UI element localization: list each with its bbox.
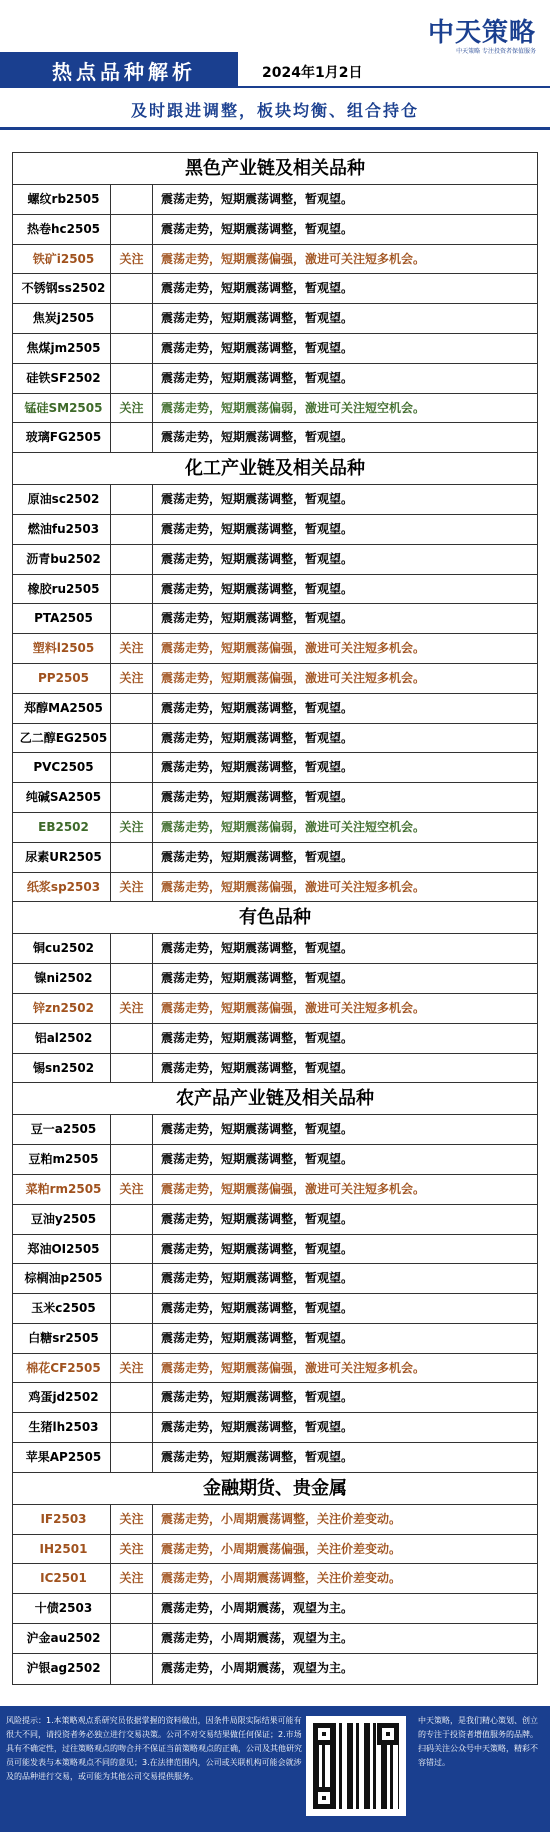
market-view: 震荡走势，短期震荡调整，暂观望。 (161, 1301, 354, 1316)
focus-tag (111, 843, 153, 872)
table-row (13, 1235, 537, 1265)
brand-logo (366, 8, 536, 54)
focus-tag: 关注 (111, 1535, 153, 1564)
section-header: 黑色产业链及相关品种 (13, 153, 537, 185)
table-row (13, 1505, 537, 1535)
table-row (13, 664, 537, 694)
table-row (13, 1024, 537, 1054)
market-view: 震荡走势，短期震荡调整，暂观望。 (161, 370, 354, 385)
market-view: 震荡走势，短期震荡调整，暂观望。 (161, 611, 354, 626)
contract-name: 锌zn2502 (13, 994, 111, 1023)
section-header: 农产品产业链及相关品种 (13, 1083, 537, 1115)
focus-tag (111, 1443, 153, 1472)
market-view: 震荡走势，短期震荡偏弱，激进可关注短空机会。 (161, 819, 426, 834)
logo-subtext: 中天策略 专注投资者保值服务 (456, 48, 536, 55)
market-view: 震荡走势，小周期震荡调整，关注价差变动。 (161, 1571, 402, 1586)
contract-name: 硅铁SF2502 (13, 364, 111, 393)
focus-tag (111, 545, 153, 574)
focus-tag (111, 1594, 153, 1623)
contract-name: 白糖sr2505 (13, 1324, 111, 1353)
market-view: 震荡走势，短期震荡调整，暂观望。 (161, 1122, 354, 1137)
contract-name: 热卷hc2505 (13, 215, 111, 244)
market-view: 震荡走势，短期震荡调整，暂观望。 (161, 551, 354, 566)
market-view: 震荡走势，短期震荡偏强，激进可关注短多机会。 (161, 1181, 426, 1196)
contract-name: 纸浆sp2503 (13, 873, 111, 902)
footer-brand-text: 中天策略，是我们精心策划、创立的专注于投资者增值服务的品牌。扫码关注公众号中天策略，精彩不容错过。 (418, 1716, 538, 1767)
contract-name: 不锈钢ss2502 (13, 274, 111, 303)
table-row (13, 1443, 537, 1473)
market-view: 震荡走势，短期震荡调整，暂观望。 (161, 1420, 354, 1435)
report-date: 2024年1月2日 (262, 65, 363, 81)
focus-tag: 关注 (111, 1354, 153, 1383)
table-row (13, 1264, 537, 1294)
contract-name: 铁矿i2505 (13, 245, 111, 274)
market-view: 震荡走势，小周期震荡，观望为主。 (161, 1601, 354, 1616)
focus-tag: 关注 (111, 873, 153, 902)
table-row (13, 575, 537, 605)
contract-name: 铝al2502 (13, 1024, 111, 1053)
focus-tag (111, 1264, 153, 1293)
focus-tag (111, 423, 153, 452)
analysis-table (12, 152, 538, 1685)
contract-name: 生猪lh2503 (13, 1413, 111, 1442)
focus-tag (111, 304, 153, 333)
table-row (13, 1324, 537, 1354)
market-view: 震荡走势，短期震荡调整，暂观望。 (161, 1211, 354, 1226)
contract-name: 苹果AP2505 (13, 1443, 111, 1472)
table-row (13, 783, 537, 813)
table-row (13, 1624, 537, 1654)
market-view: 震荡走势，短期震荡调整，暂观望。 (161, 1390, 354, 1405)
market-view: 震荡走势，短期震荡调整，暂观望。 (161, 581, 354, 596)
focus-tag (111, 334, 153, 363)
contract-name: 乙二醇EG2505 (13, 724, 111, 753)
contract-name: 郑醇MA2505 (13, 694, 111, 723)
table-row (13, 934, 537, 964)
contract-name: 豆油y2505 (13, 1205, 111, 1234)
table-row (13, 215, 537, 245)
market-view: 震荡走势，小周期震荡偏强，关注价差变动。 (161, 1541, 402, 1556)
table-row (13, 1413, 537, 1443)
focus-tag (111, 724, 153, 753)
market-view: 震荡走势，短期震荡调整，暂观望。 (161, 1030, 354, 1045)
focus-tag: 关注 (111, 634, 153, 663)
market-view: 震荡走势，短期震荡调整，暂观望。 (161, 941, 354, 956)
contract-name: PVC2505 (13, 753, 111, 782)
market-view: 震荡走势，短期震荡调整，暂观望。 (161, 849, 354, 864)
table-row (13, 1564, 537, 1594)
table-row (13, 515, 537, 545)
focus-tag: 关注 (111, 813, 153, 842)
market-view: 震荡走势，短期震荡调整，暂观望。 (161, 492, 354, 507)
market-view: 震荡走势，短期震荡偏强，激进可关注短多机会。 (161, 641, 426, 656)
market-view: 震荡走势，短期震荡调整，暂观望。 (161, 1060, 354, 1075)
market-view: 震荡走势，短期震荡调整，暂观望。 (161, 1271, 354, 1286)
focus-tag (111, 1145, 153, 1174)
market-view: 震荡走势，短期震荡偏强，激进可关注短多机会。 (161, 1360, 426, 1375)
table-row (13, 1654, 537, 1684)
logo-text: 中天策略 (427, 18, 536, 48)
focus-tag (111, 1024, 153, 1053)
market-view: 震荡走势，短期震荡调整，暂观望。 (161, 760, 354, 775)
page-title: 热点品种解析 (52, 60, 196, 84)
contract-name: 豆粕m2505 (13, 1145, 111, 1174)
focus-tag: 关注 (111, 1505, 153, 1534)
contract-name: 焦炭j2505 (13, 304, 111, 333)
focus-tag (111, 1324, 153, 1353)
market-view: 震荡走势，短期震荡调整，暂观望。 (161, 1330, 354, 1345)
market-view: 震荡走势，短期震荡调整，暂观望。 (161, 192, 354, 206)
table-row (13, 994, 537, 1024)
contract-name: 玻璃FG2505 (13, 423, 111, 452)
section-header: 化工产业链及相关品种 (13, 453, 537, 485)
market-view: 震荡走势，短期震荡偏强，激进可关注短多机会。 (161, 670, 426, 685)
contract-name: 原油sc2502 (13, 485, 111, 514)
table-row (13, 485, 537, 515)
focus-tag: 关注 (111, 394, 153, 423)
focus-tag (111, 1413, 153, 1442)
focus-tag: 关注 (111, 1564, 153, 1593)
table-row (13, 1054, 537, 1084)
focus-tag (111, 1205, 153, 1234)
contract-name: 锡sn2502 (13, 1054, 111, 1083)
contract-name: 豆一a2505 (13, 1115, 111, 1144)
focus-tag (111, 515, 153, 544)
contract-name: 十债2503 (13, 1594, 111, 1623)
qr-finder (377, 1723, 399, 1745)
market-view: 震荡走势，短期震荡调整，暂观望。 (161, 430, 354, 445)
contract-name: 棉花CF2505 (13, 1354, 111, 1383)
market-view: 震荡走势，短期震荡调整，暂观望。 (161, 1241, 354, 1256)
market-view: 震荡走势，小周期震荡调整，关注价差变动。 (161, 1511, 402, 1526)
subtitle-divider (0, 127, 550, 130)
table-row (13, 873, 537, 903)
table-row (13, 604, 537, 634)
table-row (13, 394, 537, 424)
risk-disclaimer: 风险提示：1.本策略观点系研究员依据掌握的资料做出，因条件局限实际结果可能有很大不同，请投资者务必独立进行交易决策。公司不对交易结果做任何保证；2.市场具有不确定性，过往策略观点的吻合并不保证当前策略观点的正确，公司及其他研究员可能发表与本策略观点不同的意见；3.在法律范围内，公司或关联机构可能会就涉及的品种进行交易，或可能为其他公司交易提供服务。 (6, 1716, 302, 1781)
header-divider (0, 86, 550, 88)
table-row (13, 245, 537, 275)
table-row (13, 364, 537, 394)
market-view: 震荡走势，短期震荡调整，暂观望。 (161, 700, 354, 715)
focus-tag: 关注 (111, 664, 153, 693)
contract-name: 沥青bu2502 (13, 545, 111, 574)
table-row (13, 545, 537, 575)
focus-tag (111, 1235, 153, 1264)
table-row (13, 334, 537, 364)
contract-name: IH2501 (13, 1535, 111, 1564)
market-view: 震荡走势，小周期震荡，观望为主。 (161, 1660, 354, 1675)
market-view: 震荡走势，短期震荡调整，暂观望。 (161, 281, 354, 296)
focus-tag (111, 364, 153, 393)
market-view: 震荡走势，短期震荡调整，暂观望。 (161, 311, 354, 326)
section-header: 有色品种 (13, 902, 537, 934)
market-view: 震荡走势，短期震荡调整，暂观望。 (161, 1152, 354, 1167)
contract-name: 铜cu2502 (13, 934, 111, 963)
contract-name: PTA2505 (13, 604, 111, 633)
page-subtitle: 及时跟进调整，板块均衡、组合持仓 (130, 101, 419, 120)
focus-tag: 关注 (111, 245, 153, 274)
table-row (13, 274, 537, 304)
table-row (13, 724, 537, 754)
market-view: 震荡走势，小周期震荡，观望为主。 (161, 1631, 354, 1646)
table-row (13, 1383, 537, 1413)
contract-name: 燃油fu2503 (13, 515, 111, 544)
focus-tag (111, 694, 153, 723)
focus-tag (111, 274, 153, 303)
market-view: 震荡走势，短期震荡偏强，激进可关注短多机会。 (161, 251, 426, 266)
table-row (13, 304, 537, 334)
contract-name: 郑油OI2505 (13, 1235, 111, 1264)
focus-tag (111, 485, 153, 514)
table-row (13, 964, 537, 994)
table-row (13, 1175, 537, 1205)
market-view: 震荡走势，短期震荡调整，暂观望。 (161, 971, 354, 986)
focus-tag (111, 575, 153, 604)
focus-tag (111, 1115, 153, 1144)
contract-name: 螺纹rb2505 (13, 185, 111, 214)
focus-tag (111, 1054, 153, 1083)
table-row (13, 1115, 537, 1145)
contract-name: 橡胶ru2505 (13, 575, 111, 604)
contract-name: 棕榈油p2505 (13, 1264, 111, 1293)
contract-name: 尿素UR2505 (13, 843, 111, 872)
table-row (13, 185, 537, 215)
table-row (13, 1294, 537, 1324)
market-view: 震荡走势，短期震荡偏强，激进可关注短多机会。 (161, 879, 426, 894)
contract-name: 锰硅SM2505 (13, 394, 111, 423)
contract-name: 沪金au2502 (13, 1624, 111, 1653)
focus-tag: 关注 (111, 1175, 153, 1204)
table-row (13, 813, 537, 843)
focus-tag (111, 1654, 153, 1684)
contract-name: IC2501 (13, 1564, 111, 1593)
contract-name: 鸡蛋jd2502 (13, 1383, 111, 1412)
qr-code (306, 1716, 406, 1816)
table-row (13, 1205, 537, 1235)
table-row (13, 423, 537, 453)
market-view: 震荡走势，短期震荡偏弱，激进可关注短空机会。 (161, 400, 426, 415)
footer (0, 1706, 550, 1832)
table-row (13, 1145, 537, 1175)
market-view: 震荡走势，短期震荡调整，暂观望。 (161, 730, 354, 745)
contract-name: 玉米c2505 (13, 1294, 111, 1323)
contract-name: PP2505 (13, 664, 111, 693)
table-row (13, 1535, 537, 1565)
market-view: 震荡走势，短期震荡偏强，激进可关注短多机会。 (161, 1000, 426, 1015)
market-view: 震荡走势，短期震荡调整，暂观望。 (161, 221, 354, 236)
market-view: 震荡走势，短期震荡调整，暂观望。 (161, 1450, 354, 1465)
contract-name: 菜粕rm2505 (13, 1175, 111, 1204)
focus-tag: 关注 (111, 994, 153, 1023)
contract-name: 沪银ag2502 (13, 1654, 111, 1684)
title-bar (0, 52, 238, 86)
focus-tag (111, 964, 153, 993)
focus-tag (111, 215, 153, 244)
qr-finder (313, 1723, 335, 1745)
contract-name: 塑料l2505 (13, 634, 111, 663)
focus-tag (111, 934, 153, 963)
table-row (13, 694, 537, 724)
contract-name: EB2502 (13, 813, 111, 842)
focus-tag (111, 185, 153, 214)
table-row (13, 753, 537, 783)
focus-tag (111, 1383, 153, 1412)
section-header: 金融期货、贵金属 (13, 1473, 537, 1505)
table-row (13, 843, 537, 873)
focus-tag (111, 1624, 153, 1653)
market-view: 震荡走势，短期震荡调整，暂观望。 (161, 340, 354, 355)
table-row (13, 1354, 537, 1384)
focus-tag (111, 604, 153, 633)
contract-name: 纯碱SA2505 (13, 783, 111, 812)
table-row (13, 634, 537, 664)
focus-tag (111, 783, 153, 812)
market-view: 震荡走势，短期震荡调整，暂观望。 (161, 521, 354, 536)
contract-name: IF2503 (13, 1505, 111, 1534)
table-row (13, 1594, 537, 1624)
market-view: 震荡走势，短期震荡调整，暂观望。 (161, 790, 354, 805)
qr-finder (313, 1787, 335, 1809)
focus-tag (111, 753, 153, 782)
focus-tag (111, 1294, 153, 1323)
contract-name: 镍ni2502 (13, 964, 111, 993)
contract-name: 焦煤jm2505 (13, 334, 111, 363)
